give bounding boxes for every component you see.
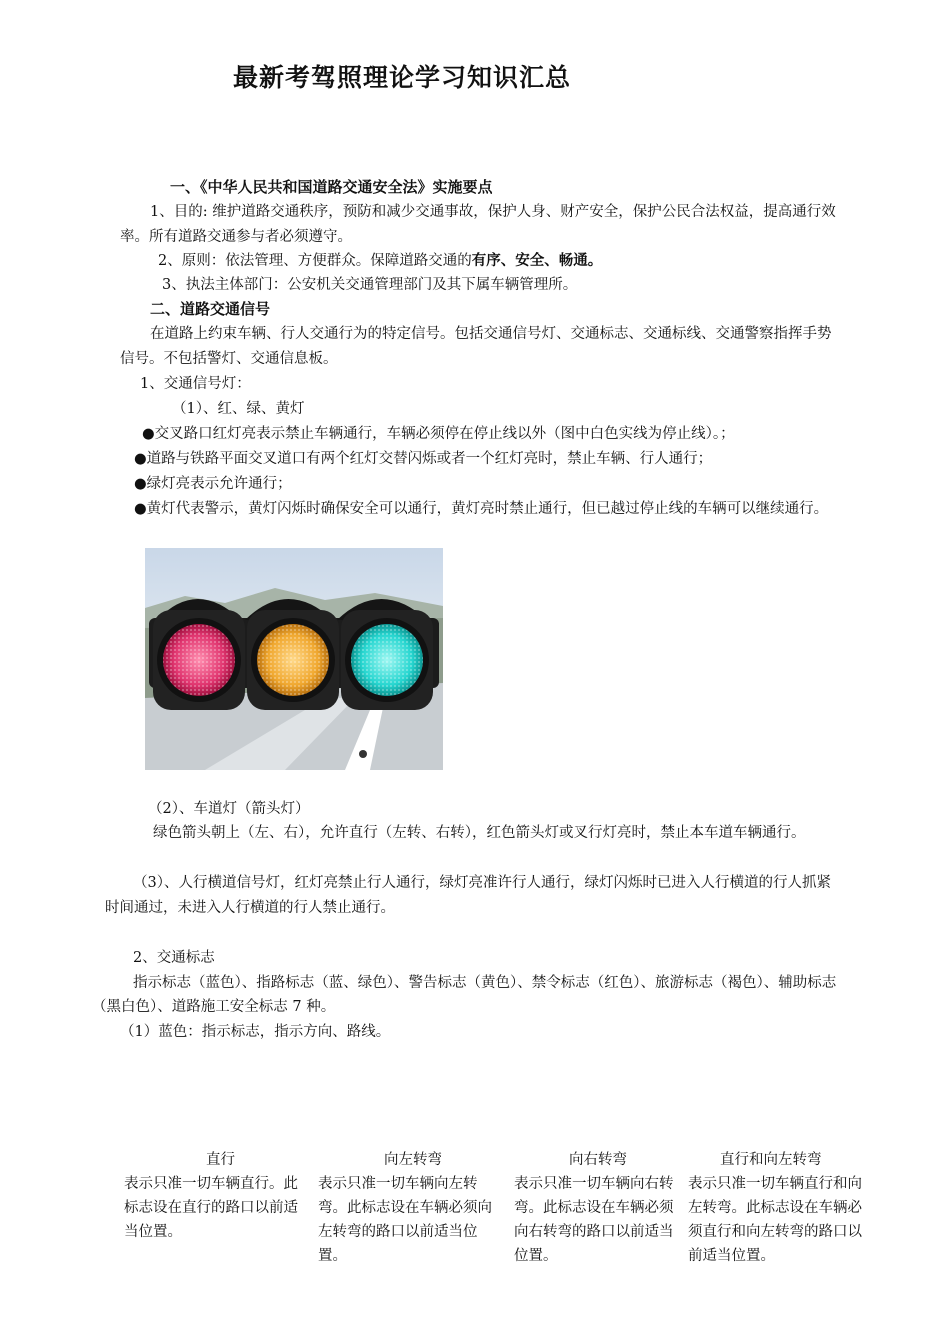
- lane-light-text: 绿色箭头朝上（左、右），允许直行（左转、右转），红色箭头灯或叉行灯亮时，禁止本车道车辆通行。: [153, 825, 806, 841]
- section1-item1-line2: 率。所有道路交通参与者必须遵守。: [120, 229, 352, 245]
- traffic-signs-heading: 2、交通标志: [133, 950, 215, 966]
- section2-intro-line2: 信号。不包括警灯、交通信息板。: [120, 351, 338, 367]
- sign-description: 表示只准一切车辆向左转弯。此标志设在车辆必须向左转弯的路口以前适当位置。: [318, 1176, 492, 1264]
- signal-lights-heading: 1、交通信号灯：: [140, 376, 251, 392]
- sign-caption-straight: [124, 1148, 312, 1244]
- bullet-item: ●绿灯亮表示允许通行；: [134, 476, 292, 492]
- sign-caption-straight-left: [688, 1148, 876, 1268]
- section1-item2: [158, 249, 602, 273]
- sign-description: 表示只准一切车辆向右转弯。此标志设在车辆必须向右转弯的路口以前适当位置。: [514, 1176, 674, 1264]
- section1-item3: 3、执法主体部门：公安机关交通管理部门及其下属车辆管理所。: [162, 277, 578, 293]
- traffic-signs-line2: （黑白色）、道路施工安全标志 7 种。: [92, 999, 336, 1015]
- pedestrian-light-line1: （3）、人行横道信号灯，红灯亮禁止行人通行，绿灯亮准许行人通行，绿灯闪烁时已进入人行横道的行人抓紧: [133, 875, 831, 891]
- bullet-item: ●黄灯代表警示，黄灯闪烁时确保安全可以通行，黄灯亮时禁止通行，但已越过停止线的车辆可以继续通行。: [134, 501, 829, 517]
- section1-item2-bold: 有序、安全、畅通。: [471, 253, 603, 269]
- sign-caption-right-turn: [514, 1148, 684, 1268]
- document-title: 最新考驾照理论学习知识汇总: [233, 63, 572, 92]
- traffic-light-photo: [145, 548, 443, 770]
- sign-title: 向左转弯: [384, 1152, 442, 1168]
- section2-intro-line1: 在道路上约束车辆、行人交通行为的特定信号。包括交通信号灯、交通标志、交通标线、交通警察指挥手势: [150, 326, 832, 342]
- traffic-signs-line1: 指示标志（蓝色）、指路标志（蓝、绿色）、警告标志（黄色）、禁令标志（红色）、旅游标志（褐色）、辅助标志: [133, 975, 837, 991]
- sign-title: 向右转弯: [569, 1152, 627, 1168]
- section1-item1-line1: 1、目的: 维护道路交通秩序，预防和减少交通事故，保护人身、财产安全，保护公民合法权益，提高通行效: [150, 204, 836, 220]
- sign-title: 直行和向左转弯: [720, 1152, 822, 1168]
- pedestrian-light-line2: 时间通过，未进入人行横道的行人禁止通行。: [105, 900, 395, 916]
- bullet-item: ●交叉路口红灯亮表示禁止车辆通行，车辆必须停在停止线以外（图中白色实线为停止线）。；: [142, 426, 735, 442]
- bullet-item: ●道路与铁路平面交叉道口有两个红灯交替闪烁或者一个红灯亮时，禁止车辆、行人通行；: [134, 451, 713, 467]
- section2-heading: 二、道路交通信号: [150, 300, 271, 318]
- section1-item2-text: 2、原则：依法管理、方便群众。保障道路交通的: [158, 253, 472, 269]
- sign-description: 表示只准一切车辆直行。此标志设在直行的路口以前适当位置。: [124, 1176, 298, 1240]
- sign-caption-left-turn: [318, 1148, 506, 1268]
- lane-light-heading: （2）、车道灯（箭头灯）: [148, 801, 310, 817]
- red-green-yellow-heading: （1）、红、绿、黄灯: [172, 401, 305, 417]
- sign-description: 表示只准一切车辆直行和向左转弯。此标志设在车辆必须直行和向左转弯的路口以前适当位置。: [688, 1176, 862, 1264]
- section1-heading: 一、《中华人民共和国道路交通安全法》实施要点: [170, 178, 493, 196]
- sign-title: 直行: [206, 1152, 235, 1168]
- blue-sign-heading: （1）蓝色：指示标志，指示方向、路线。: [120, 1024, 391, 1040]
